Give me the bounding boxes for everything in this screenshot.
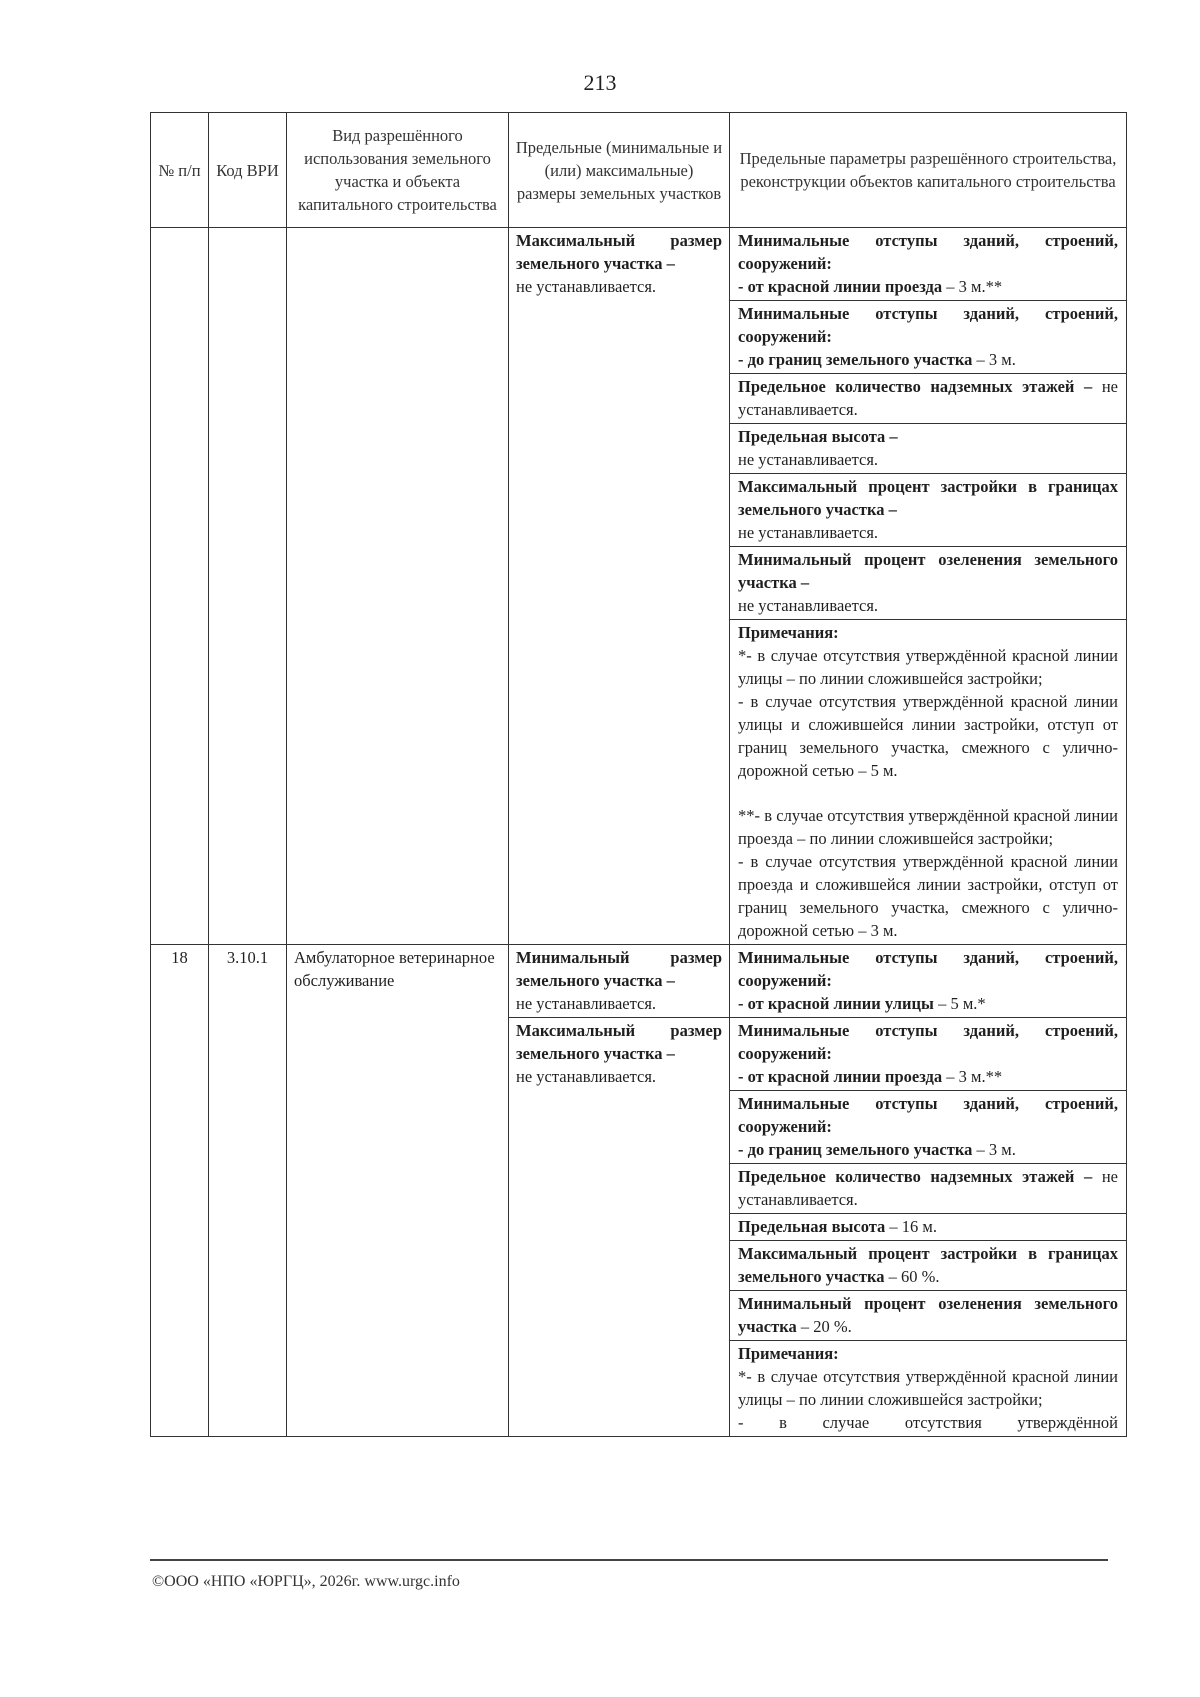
cell-code: 3.10.1 [209, 945, 287, 1437]
cell-params [730, 945, 1127, 1018]
param-value: – 20 %. [796, 1317, 852, 1336]
note-item: - в случае отсутствия утверждённой [738, 1413, 1118, 1432]
param-block [730, 301, 1126, 374]
notes-title: Примечания: [738, 623, 839, 642]
cell-params [730, 228, 1127, 945]
regulations-table [150, 112, 1127, 1437]
param-title: Минимальные отступы зданий, строений, сооружений: [738, 304, 1118, 346]
param-value: не устанавливается. [738, 450, 879, 469]
size-value: не устанавливается. [516, 1067, 657, 1086]
notes-block [730, 1341, 1126, 1436]
cell-max-size [509, 1018, 730, 1437]
param-title: Минимальные отступы зданий, строений, сооружений: [738, 1094, 1118, 1136]
table-header-row [151, 113, 1127, 228]
note-item: *- в случае отсутствия утверждённой красной линии улицы – по линии сложившейся застройки; [738, 1367, 1118, 1409]
param-title: Максимальный процент застройки в границах земельного участка – [738, 477, 1118, 519]
param-line: - от красной линии проезда [738, 277, 943, 296]
notes-title: Примечания: [738, 1344, 839, 1363]
size-title: Минимальный размер земельного участка – [516, 948, 722, 990]
param-block [730, 945, 1126, 1017]
note-item: - в случае отсутствия утверждённой красной линии улицы и сложившейся линии застройки, отступ от границ земельного участка, смежного с улично-дорожной сетью – 5 м. [738, 692, 1118, 780]
header-code: Код ВРИ [209, 113, 287, 228]
param-value: – 16 м. [885, 1217, 937, 1236]
notes-block [730, 620, 1126, 944]
param-title: Предельная высота – [738, 427, 898, 446]
param-block [730, 1241, 1126, 1291]
size-title: Максимальный размер земельного участка – [516, 231, 722, 273]
param-title: Минимальные отступы зданий, строений, сооружений: [738, 231, 1118, 273]
param-block [730, 424, 1126, 474]
param-block [730, 1291, 1126, 1341]
param-line: - до границ земельного участка [738, 1140, 973, 1159]
param-title: Предельное количество надземных этажей – [738, 377, 1093, 396]
param-title: Предельная высота [738, 1217, 886, 1236]
param-line: - от красной линии проезда [738, 1067, 943, 1086]
cell-number [151, 228, 209, 945]
header-number: № п/п [151, 113, 209, 228]
param-line: - до границ земельного участка [738, 350, 973, 369]
cell-min-size [509, 945, 730, 1018]
header-use-type: Вид разрешённого использования земельного участка и объекта капитального строительства [287, 113, 509, 228]
param-block [730, 1018, 1126, 1091]
param-title: Максимальный процент застройки в границах земельного участка [738, 1244, 1118, 1286]
footer-copyright: ©ООО «НПО «ЮРГЦ», 2026г. www.urgc.info [152, 1573, 460, 1590]
param-title: Минимальные отступы зданий, строений, сооружений: [738, 948, 1118, 990]
header-plot-size: Предельные (минимальные и (или) максимальные) размеры земельных участков [509, 113, 730, 228]
param-block [730, 1214, 1126, 1241]
size-value: не устанавливается. [516, 277, 657, 296]
note-item: **- в случае отсутствия утверждённой красной линии проезда – по линии сложившейся застройки; [738, 806, 1118, 848]
page-number: 213 [583, 70, 617, 95]
cell-number: 18 [151, 945, 209, 1437]
cell-params [730, 1018, 1127, 1437]
param-title: Минимальный процент озеленения земельного участка – [738, 550, 1118, 592]
param-block [730, 374, 1126, 424]
param-title: Минимальные отступы зданий, строений, сооружений: [738, 1021, 1118, 1063]
table-row [151, 945, 1127, 1018]
note-spacer [738, 782, 1118, 804]
param-title: Предельное количество надземных этажей – [738, 1167, 1093, 1186]
param-value: – 3 м.** [942, 1067, 1003, 1086]
note-item: - в случае отсутствия утверждённой красной линии проезда и сложившейся линии застройки, отступ от границ земельного участка, смежного с улично-дорожной сетью – 3 м. [738, 852, 1118, 940]
param-block [730, 228, 1126, 301]
param-value: – 3 м. [972, 350, 1016, 369]
param-value: не устанавливается. [738, 523, 879, 542]
cell-use-type [287, 228, 509, 945]
param-block [730, 1091, 1126, 1164]
param-block [730, 1164, 1126, 1214]
param-value: не устанавливается. [738, 596, 879, 615]
param-block [730, 474, 1126, 547]
param-value: – 3 м. [972, 1140, 1016, 1159]
size-value: не устанавливается. [516, 994, 657, 1013]
param-value: не устанавливается. [738, 1167, 1118, 1209]
cell-use-type: Амбулаторное ветеринарное обслуживание [287, 945, 509, 1437]
table-row [151, 228, 1127, 945]
footer-divider [150, 1559, 1108, 1561]
param-value: – 60 %. [884, 1267, 940, 1286]
size-title: Максимальный размер земельного участка – [516, 1021, 722, 1063]
param-value: – 3 м.** [942, 277, 1003, 296]
header-build-params: Предельные параметры разрешённого строительства, реконструкции объектов капитального строительства [730, 113, 1127, 228]
param-line: - от красной линии улицы [738, 994, 934, 1013]
param-value: не устанавливается. [738, 377, 1118, 419]
param-title: Минимальный процент озеленения земельного участка [738, 1294, 1118, 1336]
cell-max-size [509, 228, 730, 945]
param-block [730, 547, 1126, 620]
note-item: *- в случае отсутствия утверждённой красной линии улицы – по линии сложившейся застройки; [738, 646, 1118, 688]
cell-code [209, 228, 287, 945]
param-value: – 5 м.* [933, 994, 986, 1013]
